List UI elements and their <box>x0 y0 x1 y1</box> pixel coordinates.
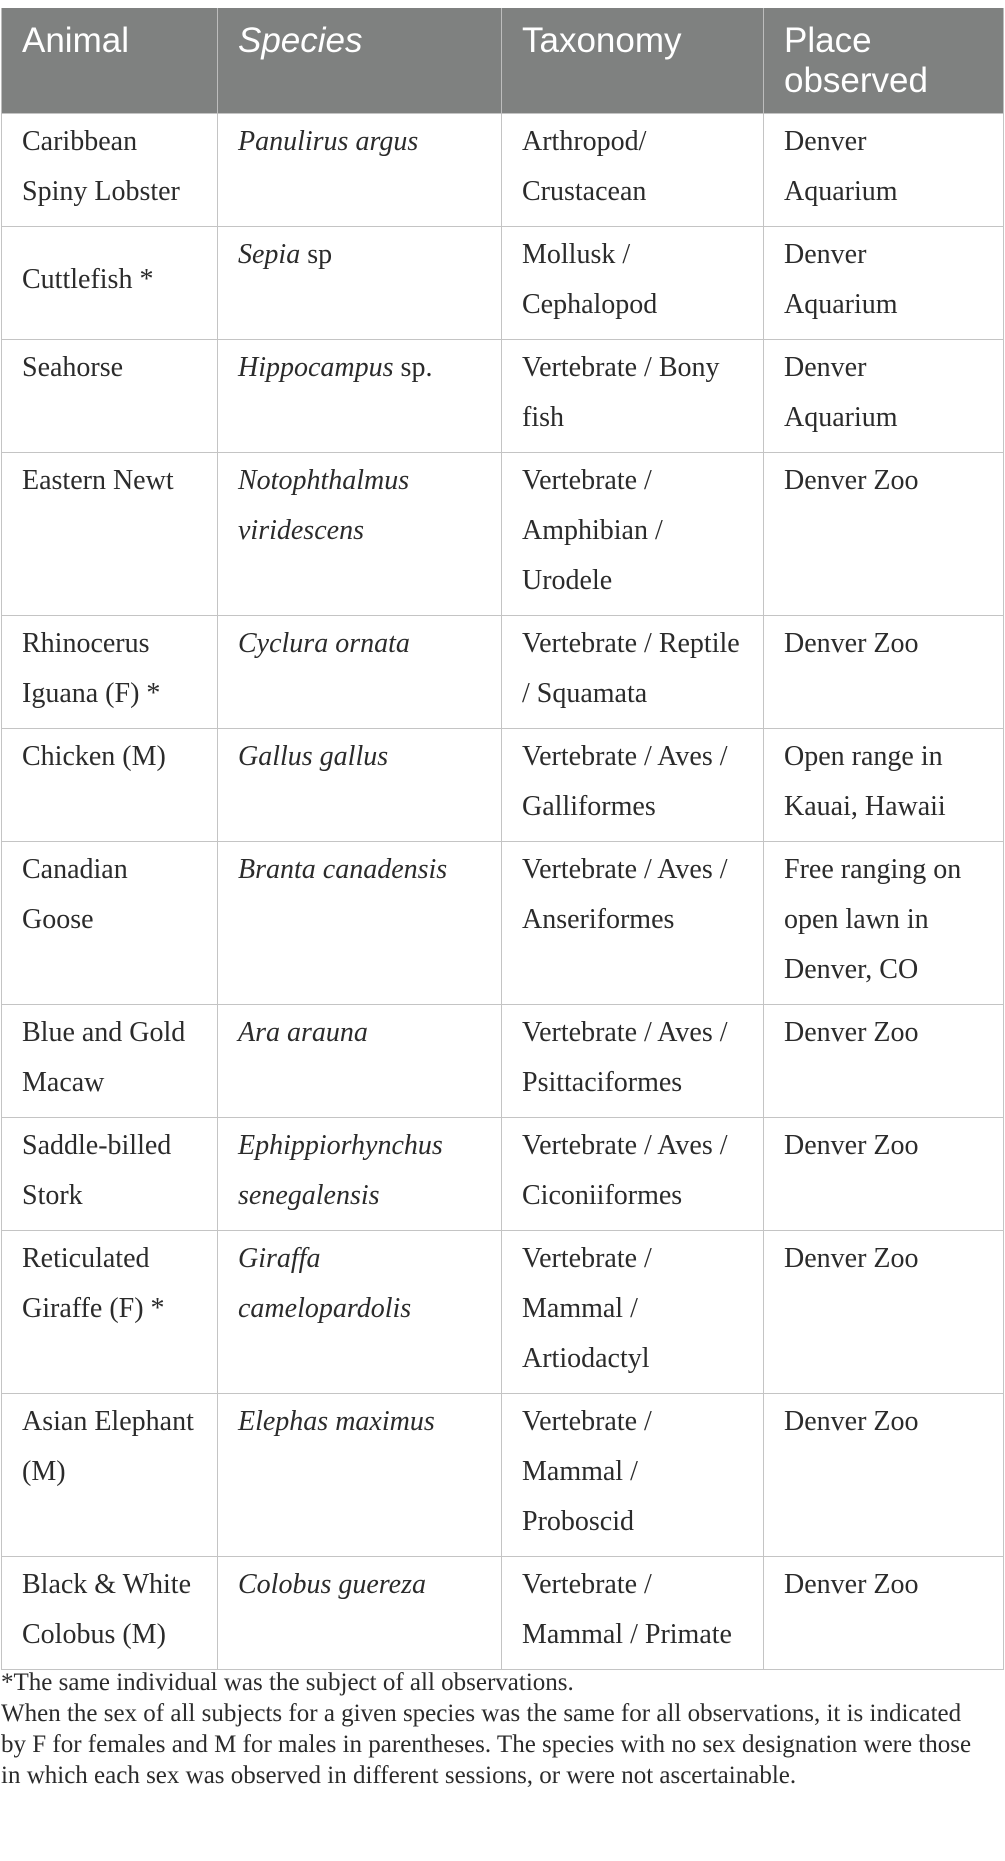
cell-species <box>218 1231 502 1394</box>
header-animal: Animal <box>2 8 218 114</box>
species-name: Hippocampus <box>238 352 394 383</box>
cell-taxonomy: Vertebrate / Aves / Psittaciformes <box>502 1005 764 1118</box>
cell-place: Denver Zoo <box>764 1557 1004 1670</box>
cell-animal: Caribbean Spiny Lobster <box>2 114 218 227</box>
table-row <box>2 1118 1004 1231</box>
cell-place: Denver Zoo <box>764 1118 1004 1231</box>
table-row <box>2 1231 1004 1394</box>
table-row <box>2 1394 1004 1557</box>
cell-species <box>218 114 502 227</box>
footnote-asterisk: *The same individual was the subject of all observations. <box>1 1669 574 1696</box>
cell-species <box>218 340 502 453</box>
table-row <box>2 616 1004 729</box>
table-row <box>2 340 1004 453</box>
cell-animal: Asian Elephant (M) <box>2 1394 218 1557</box>
cell-taxonomy: Vertebrate / Aves / Anseriformes <box>502 842 764 1005</box>
species-name: Colobus guereza <box>238 1569 426 1600</box>
header-taxonomy: Taxonomy <box>502 8 764 114</box>
cell-animal: Canadian Goose <box>2 842 218 1005</box>
cell-species <box>218 729 502 842</box>
header-species: Species <box>218 8 502 114</box>
cell-place: Denver Aquarium <box>764 114 1004 227</box>
species-suffix: sp <box>300 239 333 270</box>
cell-species <box>218 1557 502 1670</box>
cell-animal: Chicken (M) <box>2 729 218 842</box>
cell-animal: Reticulated Giraffe (F) * <box>2 1231 218 1394</box>
table-row <box>2 453 1004 616</box>
species-name: Gallus gallus <box>238 741 389 772</box>
cell-place: Denver Zoo <box>764 1005 1004 1118</box>
species-name: Panulirus argus <box>238 126 419 157</box>
cell-animal: Cuttlefish * <box>2 227 218 340</box>
cell-species <box>218 842 502 1005</box>
species-name: Ephippiorhynchus senegalensis <box>238 1130 443 1211</box>
species-name: Cyclura ornata <box>238 628 410 659</box>
cell-animal: Eastern Newt <box>2 453 218 616</box>
cell-animal: Black & White Colobus (M) <box>2 1557 218 1670</box>
species-suffix: sp. <box>393 352 433 383</box>
cell-taxonomy: Mollusk / Cephalopod <box>502 227 764 340</box>
table-row <box>2 1005 1004 1118</box>
cell-taxonomy: Vertebrate / Aves / Ciconiiformes <box>502 1118 764 1231</box>
cell-species <box>218 616 502 729</box>
table-row <box>2 729 1004 842</box>
cell-species <box>218 453 502 616</box>
cell-place: Denver Zoo <box>764 616 1004 729</box>
cell-animal: Rhinocerus Iguana (F) * <box>2 616 218 729</box>
cell-place: Open range in Kauai, Hawaii <box>764 729 1004 842</box>
cell-animal: Blue and Gold Macaw <box>2 1005 218 1118</box>
cell-place: Denver Aquarium <box>764 340 1004 453</box>
cell-place: Denver Zoo <box>764 1231 1004 1394</box>
cell-taxonomy: Vertebrate / Bony fish <box>502 340 764 453</box>
species-name: Sepia <box>238 239 301 270</box>
table-footnotes <box>1 1667 991 1791</box>
table-row <box>2 114 1004 227</box>
species-name: Elephas maximus <box>238 1406 435 1437</box>
cell-place: Denver Zoo <box>764 453 1004 616</box>
species-name: Giraffa camelopardolis <box>238 1243 412 1324</box>
header-place-observed: Place observed <box>764 8 1004 114</box>
cell-taxonomy: Arthropod/ Crustacean <box>502 114 764 227</box>
table-row <box>2 1557 1004 1670</box>
footnote-sex-designation: When the sex of all subjects for a given species was the same for all observations, it is indicated by F for females and M for males in parentheses. The species with no sex designation were those in which each sex was observed in different sessions, or were not ascertainable. <box>1 1700 972 1789</box>
species-name: Ara arauna <box>238 1017 368 1048</box>
species-name: Branta canadensis <box>238 854 448 885</box>
species-table <box>1 8 1004 1670</box>
table-row <box>2 842 1004 1005</box>
table-row <box>2 227 1004 340</box>
cell-species <box>218 1394 502 1557</box>
cell-species <box>218 1118 502 1231</box>
cell-animal: Saddle-billed Stork <box>2 1118 218 1231</box>
cell-place: Free ranging on open lawn in Denver, CO <box>764 842 1004 1005</box>
cell-taxonomy: Vertebrate / Mammal / Proboscid <box>502 1394 764 1557</box>
cell-animal: Seahorse <box>2 340 218 453</box>
cell-species <box>218 1005 502 1118</box>
cell-taxonomy: Vertebrate / Mammal / Artiodactyl <box>502 1231 764 1394</box>
cell-taxonomy: Vertebrate / Mammal / Primate <box>502 1557 764 1670</box>
cell-taxonomy: Vertebrate / Aves / Galliformes <box>502 729 764 842</box>
table-header-row <box>2 8 1004 114</box>
cell-species <box>218 227 502 340</box>
cell-place: Denver Zoo <box>764 1394 1004 1557</box>
cell-place: Denver Aquarium <box>764 227 1004 340</box>
cell-taxonomy: Vertebrate / Reptile / Squamata <box>502 616 764 729</box>
cell-taxonomy: Vertebrate / Amphibian / Urodele <box>502 453 764 616</box>
species-name: Notophthalmus viridescens <box>238 465 410 546</box>
